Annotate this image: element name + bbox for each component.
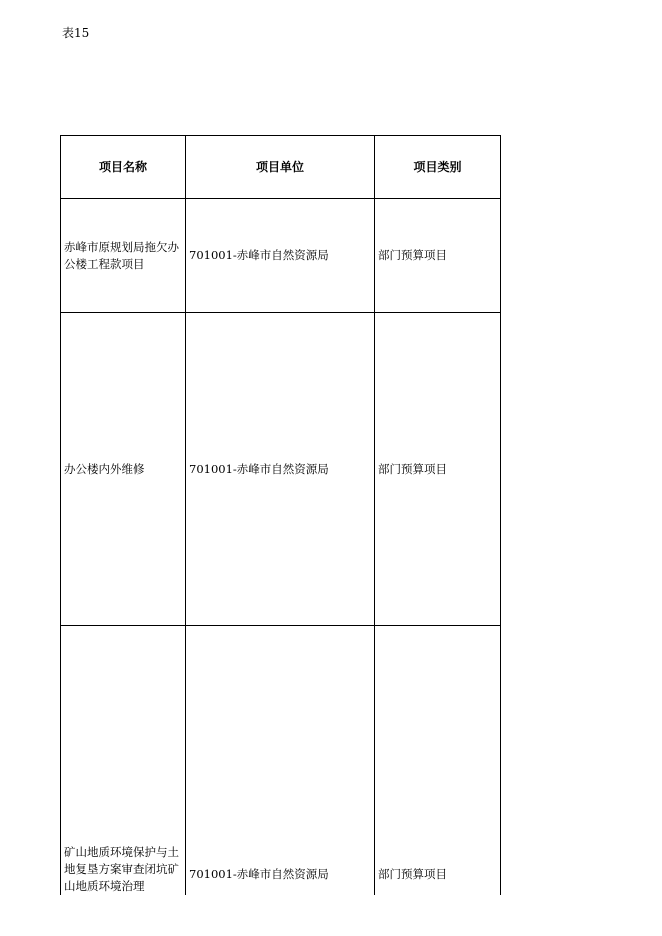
table-row [61, 313, 501, 626]
table-row [61, 625, 501, 895]
project-name-cell: 矿山地质环境保护与土地复垦方案审查闭坑矿山地质环境治理 [61, 625, 186, 895]
table-number-label: 表15 [62, 26, 90, 40]
header-project-unit: 项目单位 [186, 136, 375, 199]
project-unit-cell: 701001-赤峰市自然资源局 [186, 313, 375, 626]
project-name-cell: 赤峰市原规划局拖欠办公楼工程款项目 [61, 199, 186, 313]
project-table [60, 135, 501, 895]
project-category-cell: 部门预算项目 [375, 313, 501, 626]
project-name-cell: 办公楼内外维修 [61, 313, 186, 626]
table-header-row [61, 136, 501, 199]
project-unit-cell: 701001-赤峰市自然资源局 [186, 625, 375, 895]
header-project-category: 项目类别 [375, 136, 501, 199]
project-unit-cell: 701001-赤峰市自然资源局 [186, 199, 375, 313]
table-row [61, 199, 501, 313]
header-project-name: 项目名称 [61, 136, 186, 199]
project-category-cell: 部门预算项目 [375, 625, 501, 895]
project-category-cell: 部门预算项目 [375, 199, 501, 313]
